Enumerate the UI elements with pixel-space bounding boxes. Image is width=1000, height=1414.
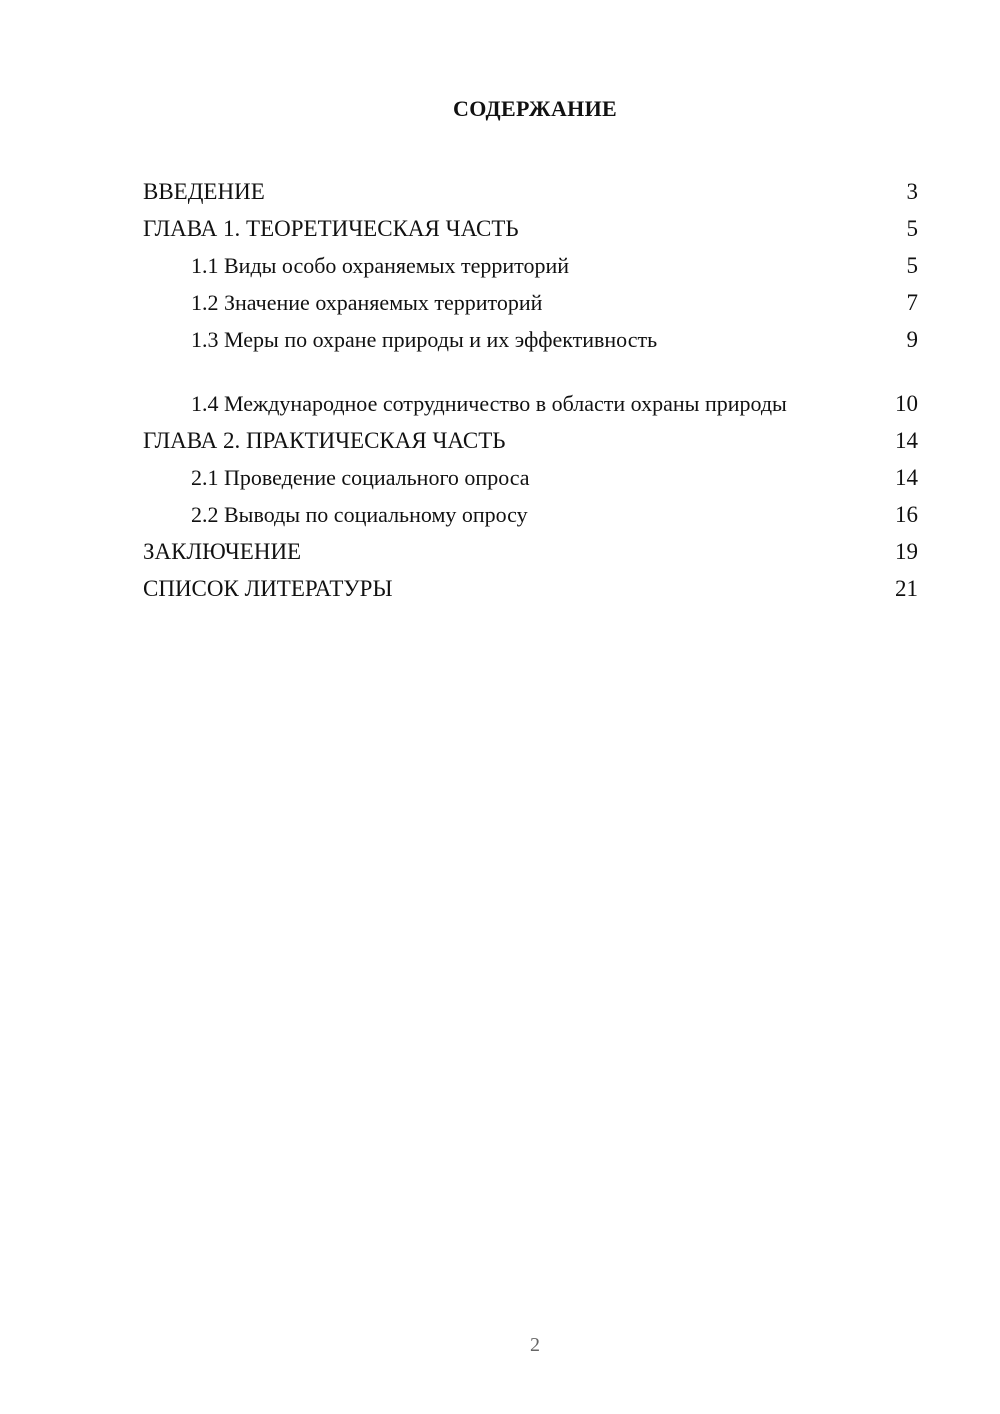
toc-entry-title: 1.2 Значение охраняемых территорий <box>191 290 543 315</box>
table-of-contents <box>143 168 918 602</box>
toc-entry-title: СПИСОК ЛИТЕРАТУРЫ <box>143 576 393 601</box>
toc-entry-title: 2.2 Выводы по социальному опросу <box>191 502 528 527</box>
toc-entry-section-1-1[interactable] <box>143 242 918 279</box>
toc-entry-title: 1.1 Виды особо охраняемых территорий <box>191 253 570 278</box>
toc-entry-chapter-1[interactable] <box>143 205 918 242</box>
toc-entry-page: 5 <box>906 216 918 241</box>
toc-entry-conclusion[interactable] <box>143 528 918 565</box>
toc-entry-page: 16 <box>895 502 918 527</box>
toc-entry-page: 5 <box>906 253 918 278</box>
toc-entry-title: 1.3 Меры по охране природы и их эффективность <box>191 327 658 352</box>
toc-entry-section-1-3[interactable] <box>143 316 918 353</box>
toc-entry-chapter-2[interactable] <box>143 417 918 454</box>
toc-entry-page: 3 <box>906 179 918 204</box>
toc-heading: СОДЕРЖАНИЕ <box>453 96 617 121</box>
toc-entry-page: 14 <box>895 465 918 490</box>
toc-entry-page: 10 <box>895 391 918 416</box>
toc-entry-title: ЗАКЛЮЧЕНИЕ <box>143 539 302 564</box>
toc-entry-references[interactable] <box>143 565 918 602</box>
toc-entry-page: 14 <box>895 428 918 453</box>
toc-entry-section-2-2[interactable] <box>143 491 918 528</box>
toc-entry-page: 19 <box>895 539 918 564</box>
toc-entry-section-1-2[interactable] <box>143 279 918 316</box>
toc-entry-title: 1.4 Международное сотрудничество в области охраны природы <box>191 391 787 416</box>
toc-entry-introduction[interactable] <box>143 168 918 205</box>
page-number: 2 <box>530 1334 540 1356</box>
toc-entry-section-2-1[interactable] <box>143 454 918 491</box>
toc-entry-page: 21 <box>895 576 918 601</box>
toc-entry-section-1-4[interactable] <box>143 353 918 417</box>
toc-entry-title: ГЛАВА 2. ПРАКТИЧЕСКАЯ ЧАСТЬ <box>143 428 506 453</box>
toc-entry-page: 7 <box>906 290 918 315</box>
toc-entry-title: 2.1 Проведение социального опроса <box>191 465 530 490</box>
toc-entry-page: 9 <box>906 327 918 352</box>
toc-entry-title: ВВЕДЕНИЕ <box>143 179 265 204</box>
toc-entry-title: ГЛАВА 1. ТЕОРЕТИЧЕСКАЯ ЧАСТЬ <box>143 216 519 241</box>
